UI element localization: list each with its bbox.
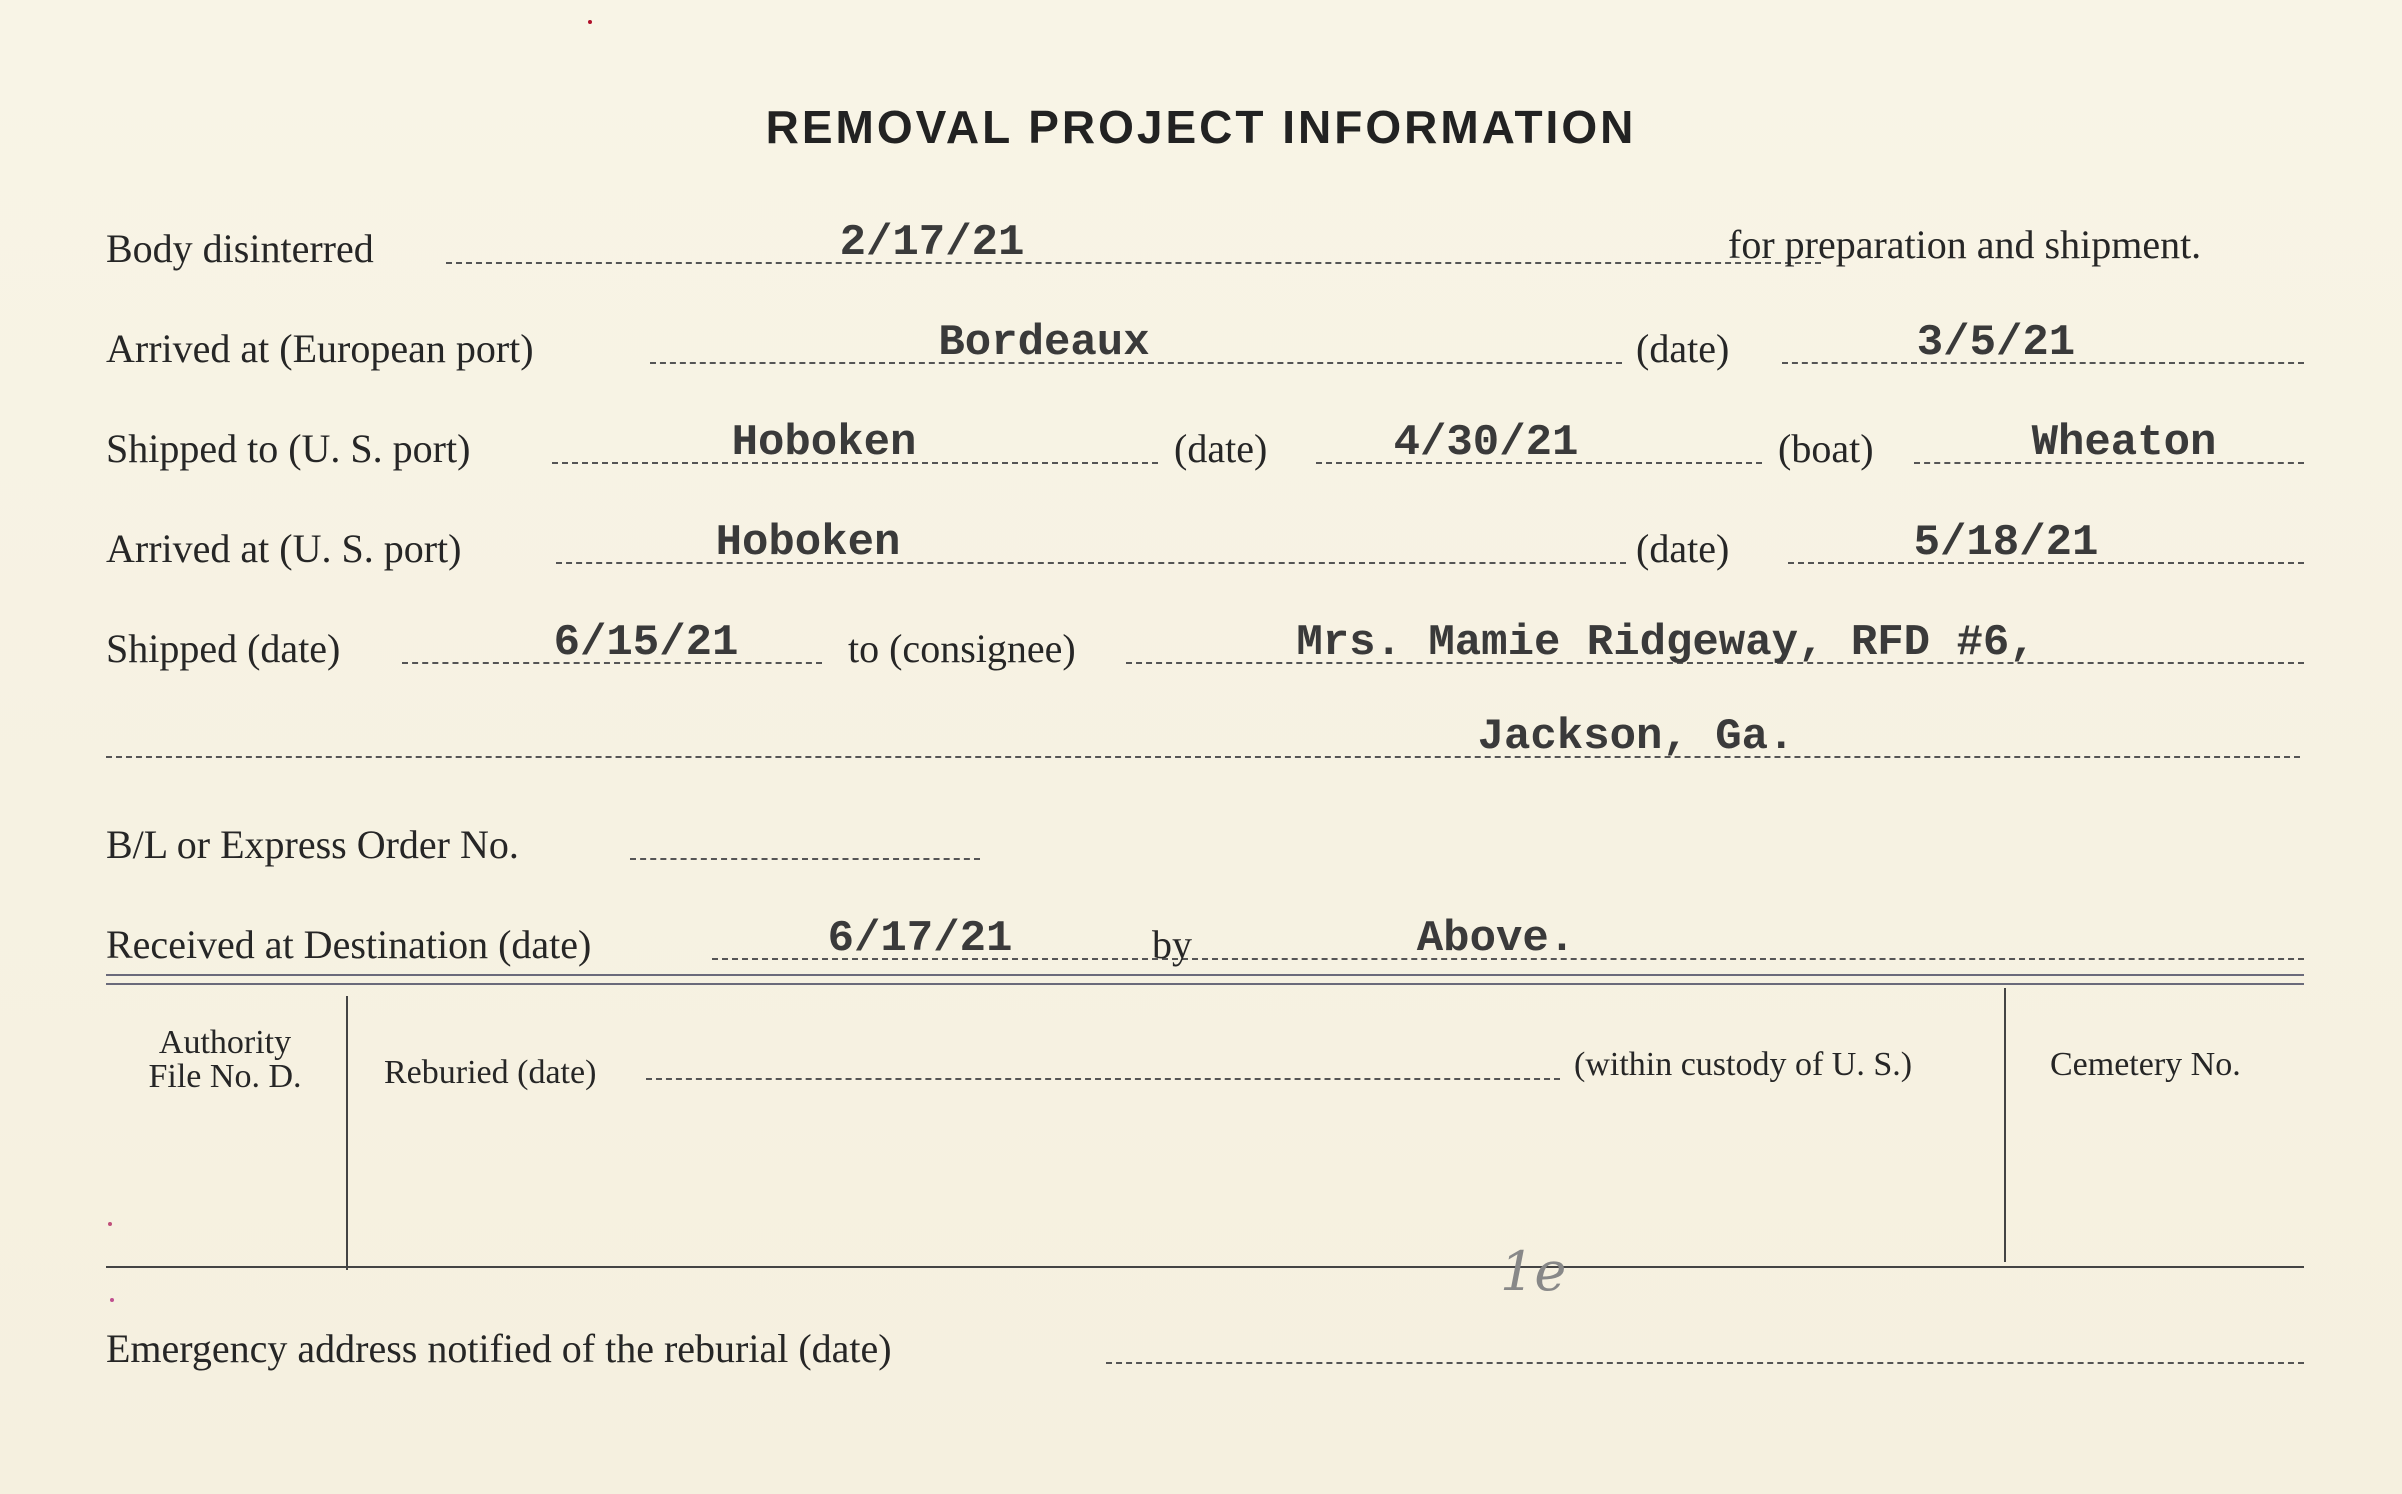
received-label: Received at Destination (date) [106,922,592,967]
bl-order-line [630,858,980,860]
consignee-line2: Jackson, Ga. [1477,712,1795,762]
authority-line2: File No. D. [148,1058,302,1095]
body-disinterred-line [446,262,1821,264]
arrived-european-value: Bordeaux [938,318,1150,368]
bl-order-label: B/L or Express Order No. [106,822,519,867]
cemetery-label: Cemetery No. [2050,1046,2241,1083]
shipped-us-boat-value: Wheaton [2031,418,2217,468]
consignee-label: to (consignee) [848,626,1076,671]
arrived-us-value: Hoboken [715,518,901,568]
handwritten-mark: 1e [1500,1240,1567,1303]
box-divider-right [2004,988,2006,1262]
row-shipped [106,610,2306,674]
box-bottom-rule [106,1266,2304,1268]
custody-label: (within custody of U. S.) [1574,1046,1913,1083]
received-by-line [1212,958,2304,960]
body-disinterred-suffix: for preparation and shipment. [1728,222,2202,267]
body-disinterred-value: 2/17/21 [839,218,1025,268]
arrived-european-label: Arrived at (European port) [106,326,534,371]
received-value: 6/17/21 [827,914,1013,964]
stray-mark-left [108,1222,112,1226]
row-arrived-european [106,310,2306,374]
arrived-us-date-label: (date) [1636,526,1730,571]
arrived-us-date-value: 5/18/21 [1913,518,2099,568]
stray-mark-right [110,1298,114,1302]
card-title: REMOVAL PROJECT INFORMATION [765,101,1637,153]
shipped-us-boat-label: (boat) [1778,426,1874,471]
shipped-us-date-value: 4/30/21 [1393,418,1579,468]
row-bl-order [106,806,2306,870]
row-received [106,906,2306,970]
arrived-european-date-value: 3/5/21 [1916,318,2076,368]
consignee-line1: Mrs. Mamie Ridgeway, RFD #6, [1296,618,2036,668]
consignee-continued-line [106,756,2300,758]
stray-mark-top [588,20,592,24]
box-divider-left [346,996,348,1270]
authority-file-label [110,1026,340,1094]
arrived-us-label: Arrived at (U. S. port) [106,526,462,571]
received-by-label: by [1152,922,1192,967]
double-rule [106,974,2304,985]
row-body-disinterred [106,210,2306,274]
reburied-label: Reburied (date) [384,1054,597,1091]
row-arrived-us [106,510,2306,574]
reburied-line [646,1078,1560,1080]
shipped-us-date-label: (date) [1174,426,1268,471]
row-shipped-us [106,410,2306,474]
received-by-value: Above. [1416,914,1576,964]
emergency-line [1106,1362,2304,1364]
row-emergency [106,1310,2306,1374]
row-consignee-continued [106,704,2306,768]
shipped-label: Shipped (date) [106,626,341,671]
emergency-label: Emergency address notified of the reburial (date) [106,1326,892,1371]
arrived-european-date-label: (date) [1636,326,1730,371]
shipped-value: 6/15/21 [553,618,739,668]
authority-line1: Authority [158,1024,292,1061]
shipped-us-label: Shipped to (U. S. port) [106,426,471,471]
shipped-us-value: Hoboken [731,418,917,468]
body-disinterred-label: Body disinterred [106,226,374,271]
